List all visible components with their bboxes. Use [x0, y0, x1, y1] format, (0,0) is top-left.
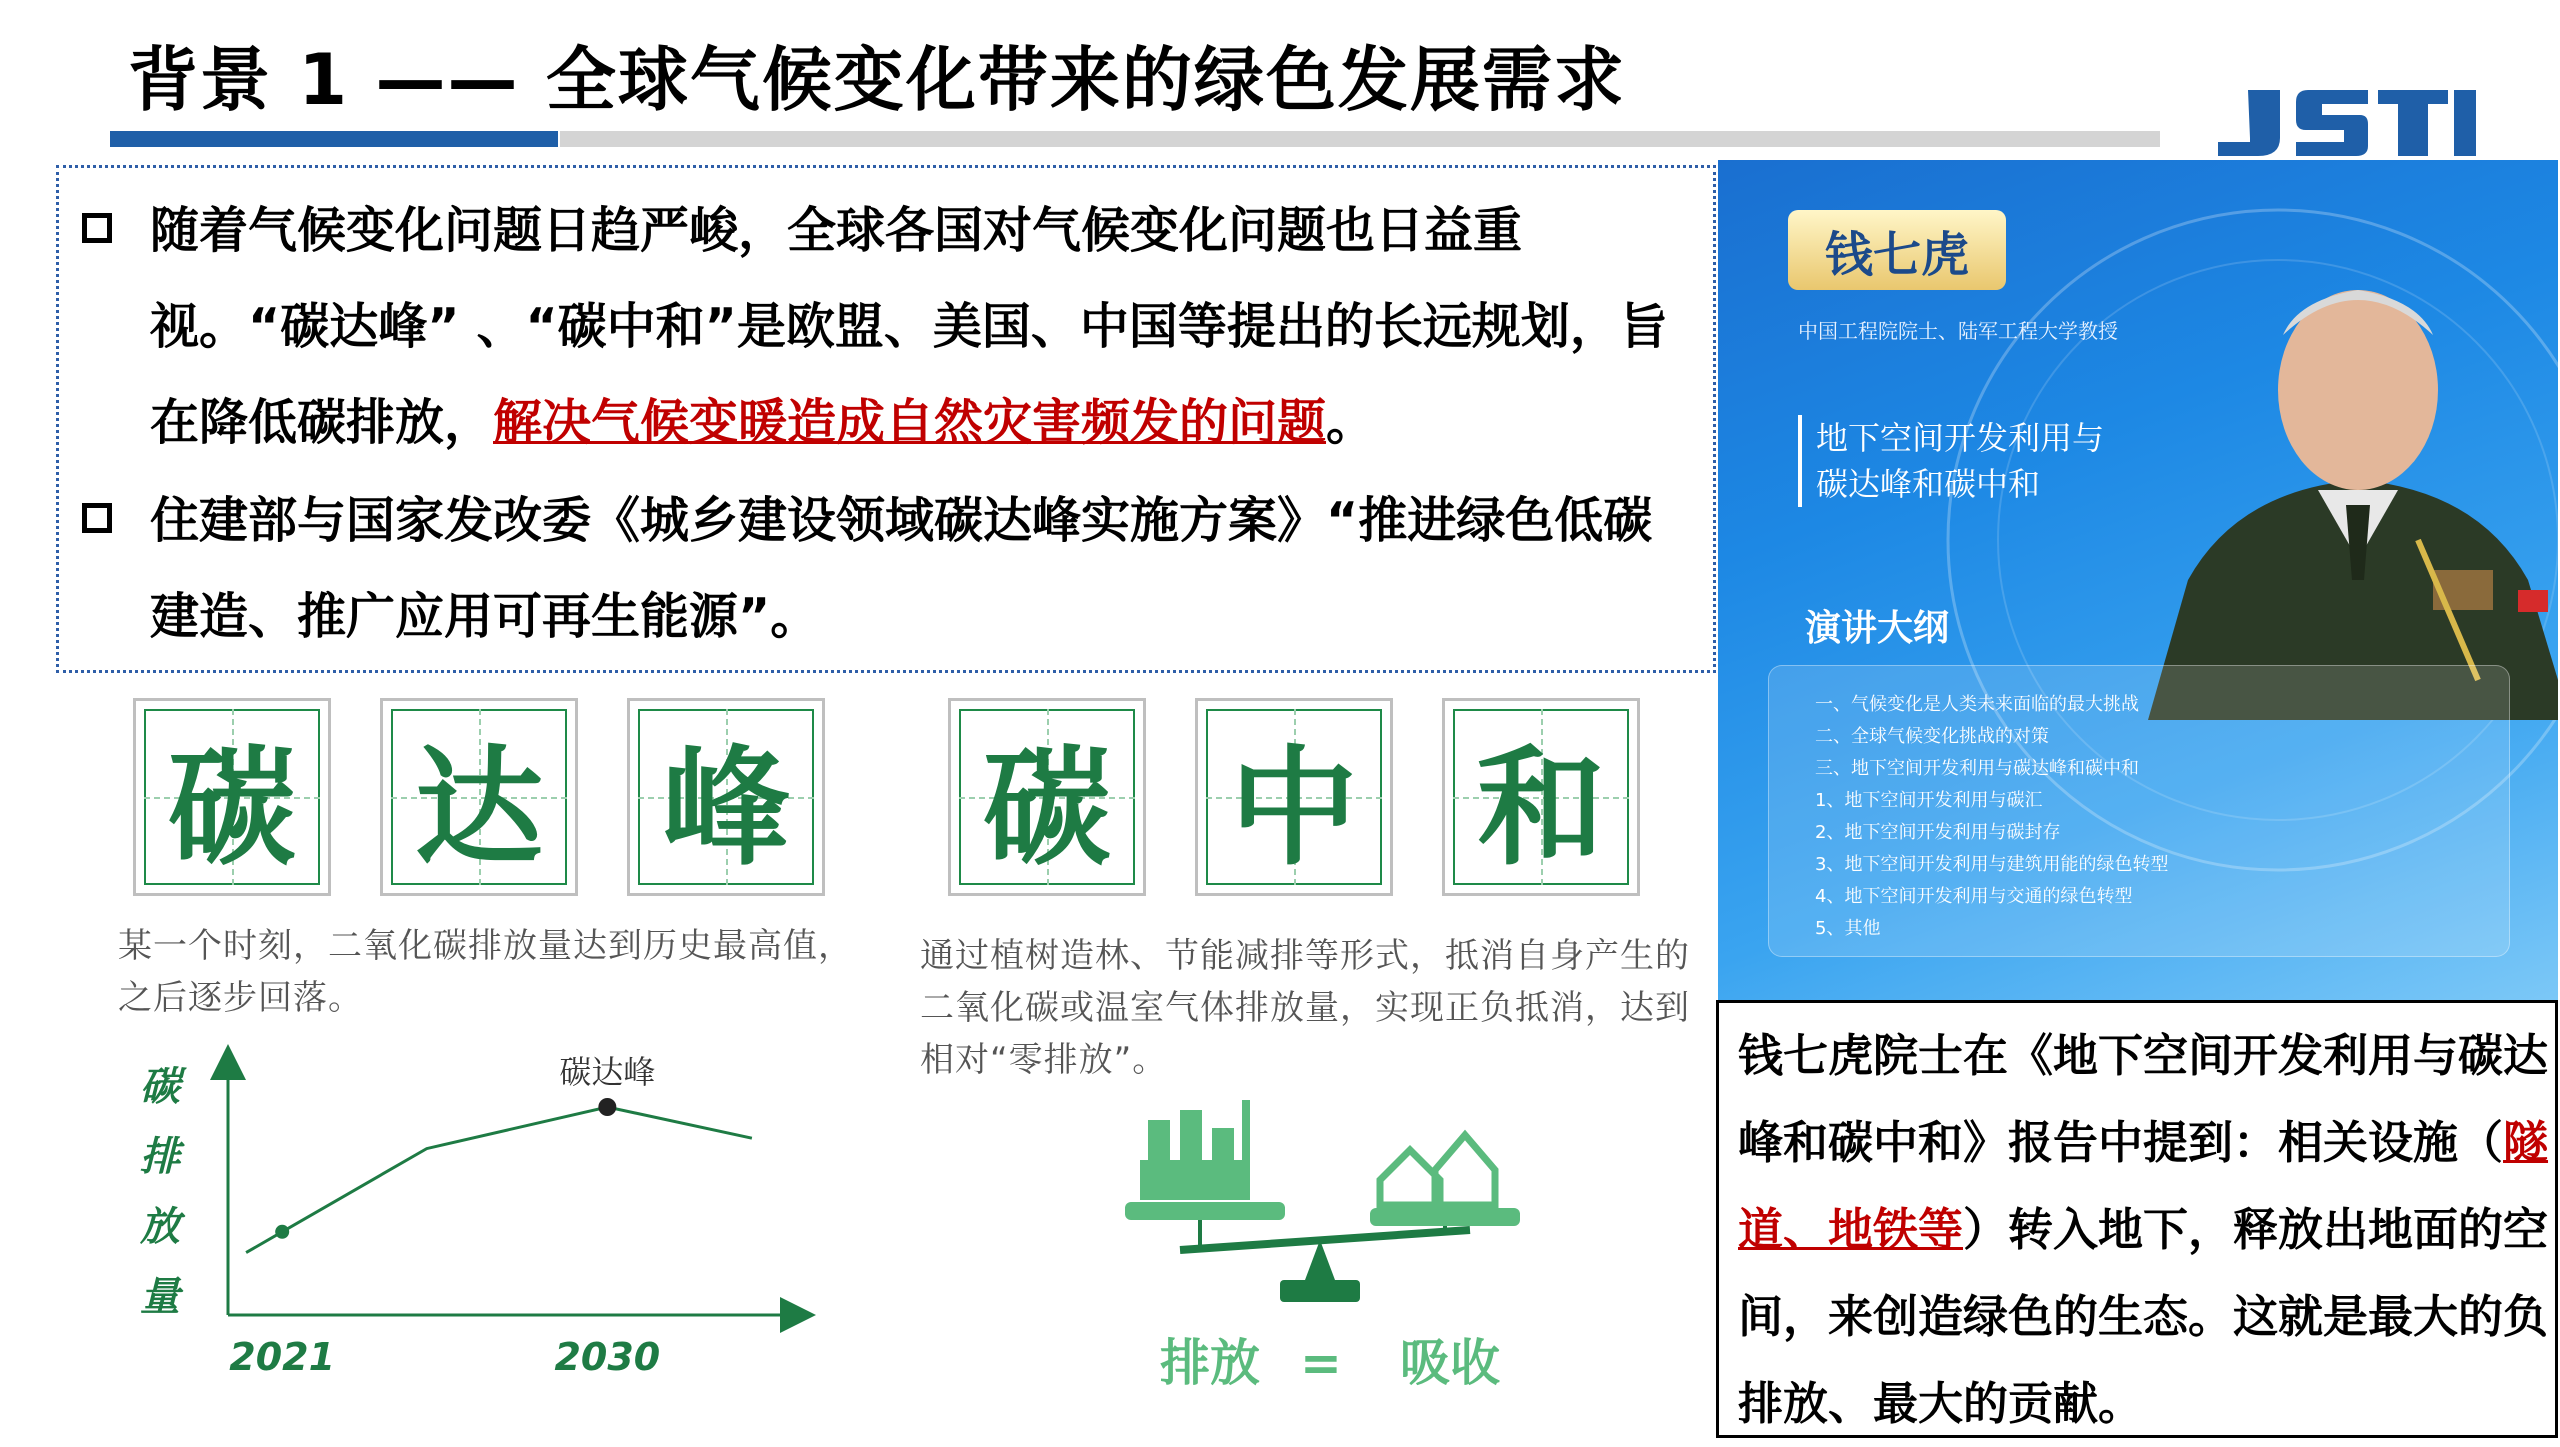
- peak-description: 某一个时刻，二氧化碳排放量达到历史最高值，之后逐步回落。: [118, 926, 853, 1018]
- lecture-topic: [1798, 415, 2104, 507]
- y-axis-label-char: 量: [140, 1274, 180, 1320]
- peak-annotation: 碳达峰: [559, 1053, 656, 1091]
- balance-scale-illustration: [1120, 1080, 1540, 1410]
- caption-highlight: 隧道、地铁等: [1738, 1116, 2549, 1256]
- speaker-title: 中国工程院院士、陆军工程大学教授: [1798, 319, 2118, 343]
- outline-item: 二、全球气候变化挑战的对策: [1815, 726, 2049, 747]
- topic-line: 地下空间开发利用与: [1816, 419, 2105, 457]
- outline-item: 1、地下空间开发利用与碳汇: [1815, 790, 2043, 811]
- caption-end: ）转入地下，释放出地面的空间，来创造绿色的生态。这就是最大的负排放、最大的贡献。: [1738, 1203, 2549, 1430]
- square-bullet-icon: [82, 213, 112, 243]
- scale-stand: [1305, 1240, 1335, 1280]
- char-cell: [1442, 698, 1640, 896]
- char-cell: [133, 698, 331, 896]
- y-axis-label-char: 放: [140, 1204, 180, 1250]
- outline-item: 3、地下空间开发利用与建筑用能的绿色转型: [1815, 854, 2169, 875]
- caption-start: 钱七虎院士在《地下空间开发利用与碳达峰和碳中和》报告中提到：相关设施（: [1738, 1029, 2549, 1169]
- right-pan: [1370, 1208, 1520, 1226]
- scale-beam: [1180, 1230, 1470, 1250]
- outline-item: 5、其他: [1815, 918, 1881, 939]
- peak-char: 峰: [661, 734, 790, 883]
- x-tick-label: 2030: [554, 1335, 661, 1379]
- neutral-description: 通过植树造林、节能减排等形式，抵消自身产生的二氧化碳或温室气体排放量，实现正负抵消，达到相对“零排放”。: [920, 936, 1690, 1080]
- title-underline-accent: [110, 131, 558, 147]
- topic-line: 碳达峰和碳中和: [1816, 465, 2041, 503]
- bullet-paragraph-1: [150, 183, 1690, 471]
- outline-item: 4、地下空间开发利用与交通的绿色转型: [1815, 886, 2133, 907]
- x-tick-label: 2021: [229, 1335, 336, 1379]
- left-pan: [1125, 1202, 1285, 1220]
- caption-text: [1738, 1012, 2558, 1447]
- bullet-2-text: 住建部与国家发改委《城乡建设领域碳达峰实施方案》“推进绿色低碳建造、推广应用可再生能源”。: [150, 492, 1653, 645]
- char-cell: [948, 698, 1146, 896]
- title-underline: [560, 131, 2160, 147]
- data-point: [275, 1225, 289, 1239]
- outline-title: 演讲大纲: [1805, 608, 1950, 649]
- neutral-char: 碳: [982, 734, 1111, 883]
- bullet-1-highlight: 解决气候变暖造成自然灾害频发的问题: [493, 394, 1327, 451]
- peak-char: 碳: [167, 734, 296, 883]
- char-cell: [627, 698, 825, 896]
- outline-item: 三、地下空间开发利用与碳达峰和碳中和: [1815, 758, 2139, 779]
- peak-chart: [100, 1030, 860, 1410]
- peak-char: 达: [414, 734, 543, 883]
- y-axis-label-char: 排: [140, 1134, 180, 1180]
- house-icon: [1380, 1135, 1495, 1205]
- bullet-paragraph-2: [150, 473, 1690, 665]
- neutral-char: 中: [1229, 734, 1358, 883]
- bullet-1-end: 。: [1326, 394, 1376, 451]
- slide-title: 背景 1 —— 全球气候变化带来的绿色发展需求: [128, 39, 1626, 121]
- factory-icon: [1140, 1100, 1250, 1200]
- square-bullet-icon: [82, 503, 112, 533]
- outline-item: 2、地下空间开发利用与碳封存: [1815, 822, 2061, 843]
- char-cell: [380, 698, 578, 896]
- speaker-portrait: [2148, 290, 2558, 720]
- absorb-label: 吸收: [1400, 1334, 1500, 1392]
- jsti-logo: [2218, 90, 2476, 156]
- outline-item: 一、气候变化是人类未来面临的最大挑战: [1815, 694, 2139, 715]
- emission-label: 排放: [1160, 1334, 1260, 1392]
- equals-label: =: [1300, 1334, 1342, 1392]
- data-point: [598, 1098, 616, 1116]
- y-axis-label: [140, 1064, 187, 1320]
- bullet-1-text: 随着气候变化问题日趋严峻，全球各国对气候变化问题也日益重视。“碳达峰” 、“碳中和”是欧盟、美国、中国等提出的长远规划，旨在降低碳排放，: [150, 202, 1668, 451]
- series-line: [246, 1107, 752, 1253]
- char-cell: [1195, 698, 1393, 896]
- speaker-name-tag: 钱七虎: [1788, 210, 2006, 290]
- neutral-char: 和: [1476, 734, 1605, 883]
- y-axis-label-char: 碳: [140, 1064, 180, 1110]
